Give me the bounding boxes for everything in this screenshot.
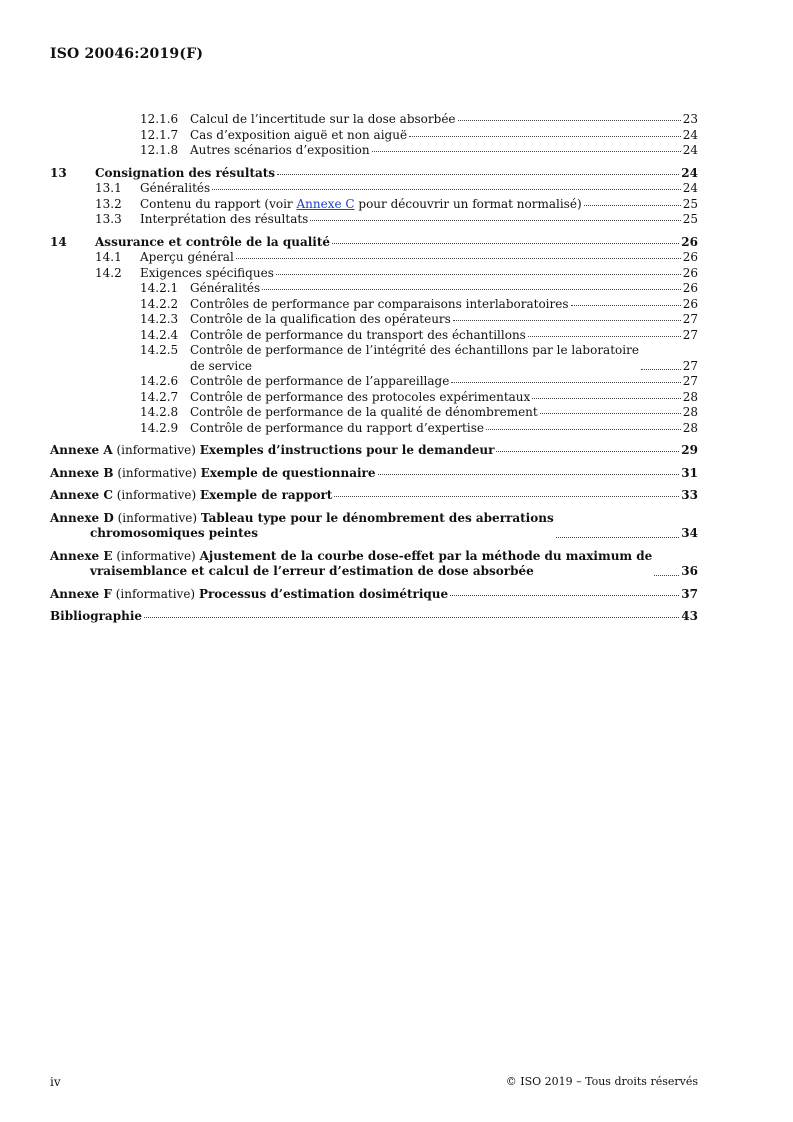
annex-type: (informative) <box>113 465 201 480</box>
toc-entry-title <box>50 466 376 482</box>
toc-entry-title <box>50 488 332 504</box>
toc-entry-annex-a[interactable] <box>50 443 698 459</box>
dot-leader <box>409 135 681 137</box>
toc-entry-annex-e[interactable] <box>50 549 698 580</box>
dot-leader <box>496 450 679 452</box>
toc-entry-bibliography[interactable] <box>50 609 698 625</box>
annex-label: Annexe A <box>50 443 113 457</box>
toc-entry-14-2-1[interactable] <box>50 281 698 297</box>
toc-entry-page: 24 <box>681 165 698 180</box>
toc-entry-12-1-6[interactable] <box>50 112 698 128</box>
toc-entry-12-1-7[interactable] <box>50 128 698 144</box>
toc-entry-title: Bibliographie <box>50 609 143 623</box>
toc-entry-page: 33 <box>681 488 698 502</box>
annex-label: Annexe C <box>50 488 113 502</box>
toc-entry-page: 27 <box>682 312 698 326</box>
annex-title: Exemples d’instructions pour le demandeur <box>199 443 495 457</box>
toc-entry-13-3[interactable] <box>50 212 698 228</box>
toc-entry-number: 12.1.7 <box>140 127 179 142</box>
toc-entry-number: 14.2.3 <box>140 312 179 326</box>
toc-entry-title <box>50 443 494 459</box>
toc-entry-number: 14.2.2 <box>140 296 179 311</box>
toc-entry-title: Aperçu général <box>140 250 234 264</box>
toc-entry-page: 29 <box>681 443 698 457</box>
dot-leader <box>556 536 680 538</box>
toc-entry-title: Contrôle de performance de l’appareillage <box>190 374 450 388</box>
dot-leader <box>458 119 681 121</box>
dot-leader <box>641 368 681 370</box>
toc-entry-page: 26 <box>682 250 698 264</box>
dot-leader <box>212 188 681 190</box>
toc-entry-14[interactable] <box>50 235 698 251</box>
toc-entry-page: 28 <box>682 389 698 404</box>
toc-entry-title: Exigences spécifiques <box>140 265 274 280</box>
toc-entry-14-2[interactable] <box>50 266 698 282</box>
dot-leader <box>486 428 681 430</box>
toc-entry-title-start: Contenu du rapport (voir <box>140 196 297 211</box>
toc-entry-14-2-2[interactable] <box>50 297 698 313</box>
toc-entry-title: Contrôle de performance du transport des échantillons <box>190 327 526 342</box>
dot-leader <box>528 335 681 337</box>
dot-leader <box>532 397 680 399</box>
dot-leader <box>144 616 679 618</box>
dot-leader <box>332 242 679 244</box>
toc-entry-page: 34 <box>681 526 698 540</box>
dot-leader <box>276 273 681 275</box>
toc-entry-14-2-4[interactable] <box>50 328 698 344</box>
dot-leader <box>310 219 680 221</box>
toc-entry-title: Calcul de l’incertitude sur la dose absorbée <box>190 112 456 126</box>
annex-type: (informative) <box>112 548 200 563</box>
annex-title-line2: chromosomiques peintes <box>90 526 258 540</box>
annex-title-line2: vraisemblance et calcul de l’erreur d’estimation de dose absorbée <box>90 564 534 578</box>
toc-entry-page: 26 <box>682 296 698 311</box>
toc-entry-13-1[interactable] <box>50 181 698 197</box>
toc-entry-title: Généralités <box>190 281 261 295</box>
toc-entry-annex-c[interactable] <box>50 488 698 504</box>
table-of-contents <box>50 112 698 625</box>
toc-entry-14-2-3[interactable] <box>50 312 698 328</box>
toc-entry-number: 12.1.6 <box>140 112 179 126</box>
toc-entry-14-2-5[interactable] <box>50 343 698 374</box>
toc-entry-page: 37 <box>681 586 698 601</box>
toc-entry-page: 24 <box>682 127 698 142</box>
toc-entry-page: 27 <box>682 327 698 342</box>
toc-entry-title: Contrôle de performance du rapport d’expertise <box>190 420 484 435</box>
dot-leader <box>584 204 681 206</box>
annex-title: Processus d’estimation dosimétrique <box>198 586 449 601</box>
toc-entry-title: Interprétation des résultats <box>140 212 309 226</box>
toc-entry-title: Autres scénarios d’exposition <box>190 143 370 157</box>
toc-entry-number: 14.2.8 <box>140 405 179 419</box>
toc-entry-page: 26 <box>682 265 698 280</box>
dot-leader <box>277 173 679 175</box>
copyright-notice: © ISO 2019 – Tous droits réservés <box>505 1075 698 1088</box>
dot-leader <box>378 473 680 475</box>
toc-entry-title-line1 <box>50 549 652 565</box>
annex-type: (informative) <box>112 443 200 457</box>
toc-entry-page: 31 <box>681 465 698 480</box>
annex-label: Annexe F <box>50 586 112 601</box>
toc-entry-13[interactable] <box>50 166 698 182</box>
toc-entry-14-2-7[interactable] <box>50 390 698 406</box>
toc-entry-number: 13.1 <box>95 181 122 195</box>
dot-leader <box>262 288 681 290</box>
toc-entry-annex-f[interactable] <box>50 587 698 603</box>
toc-entry-number: 14.2.1 <box>140 281 179 295</box>
page-number: iv <box>50 1075 61 1089</box>
toc-entry-12-1-8[interactable] <box>50 143 698 159</box>
annex-label: Annexe D <box>50 510 114 525</box>
toc-entry-title <box>190 343 639 374</box>
toc-entry-title: Cas d’exposition aiguë et non aiguë <box>190 127 408 142</box>
toc-entry-title: Contrôle de la qualification des opérateurs <box>190 312 451 326</box>
toc-entry-number: 13.3 <box>95 212 122 226</box>
toc-entry-page: 24 <box>682 181 698 195</box>
annex-title-line1: Ajustement de la courbe dose-effet par la méthode du maximum de <box>199 548 653 563</box>
dot-leader <box>540 412 681 414</box>
toc-entry-title: Contrôle de performance de la qualité de dénombrement <box>190 405 538 419</box>
annex-title-line1: Tableau type pour le dénombrement des aberrations <box>200 510 554 525</box>
dot-leader <box>654 574 679 576</box>
toc-entry-title: Consignation des résultats <box>95 165 276 180</box>
toc-entry-number: 14.2.6 <box>140 374 179 388</box>
toc-entry-14-2-8[interactable] <box>50 405 698 421</box>
toc-entry-title <box>50 549 652 580</box>
toc-entry-title: Contrôle de performance des protocoles expérimentaux <box>190 389 531 404</box>
toc-entry-annex-b[interactable] <box>50 466 698 482</box>
toc-entry-number: 13 <box>50 165 67 180</box>
toc-entry-title: Assurance et contrôle de la qualité <box>95 234 331 249</box>
toc-entry-page: 28 <box>682 405 698 419</box>
dot-leader <box>334 495 679 497</box>
toc-entry-title-line2: de service <box>190 358 253 373</box>
toc-entry-number: 14.2.7 <box>140 389 179 404</box>
toc-entry-title: Contrôles de performance par comparaisons interlaboratoires <box>190 296 569 311</box>
toc-entry-page: 36 <box>681 564 698 578</box>
dot-leader <box>372 150 681 152</box>
toc-entry-page: 26 <box>682 281 698 295</box>
toc-entry-14-2-6[interactable] <box>50 374 698 390</box>
toc-entry-page: 23 <box>682 112 698 126</box>
document-id: ISO 20046:2019(F) <box>50 46 204 62</box>
toc-entry-page: 27 <box>682 358 698 373</box>
toc-entry-title-line1 <box>50 511 554 527</box>
dot-leader <box>453 319 681 321</box>
toc-entry-page: 25 <box>682 196 698 211</box>
toc-entry-14-1[interactable] <box>50 250 698 266</box>
dot-leader <box>236 257 681 259</box>
annex-type: (informative) <box>111 586 199 601</box>
toc-entry-title <box>50 511 554 542</box>
toc-entry-number: 12.1.8 <box>140 143 179 157</box>
dot-leader <box>450 594 679 596</box>
annex-type: (informative) <box>113 510 201 525</box>
annex-label: Annexe E <box>50 548 113 563</box>
toc-entry-annex-d[interactable] <box>50 511 698 542</box>
toc-entry-number: 14.2.4 <box>140 327 179 342</box>
toc-entry-number: 14.2 <box>95 265 122 280</box>
toc-entry-page: 27 <box>682 374 698 388</box>
annex-c-link[interactable]: Annexe C <box>296 196 355 211</box>
annex-title: Exemple de questionnaire <box>200 465 376 480</box>
toc-entry-page: 43 <box>681 609 698 623</box>
toc-entry-number: 14.2.9 <box>140 420 179 435</box>
toc-entry-page: 26 <box>681 234 698 249</box>
toc-entry-page: 25 <box>682 212 698 226</box>
toc-entry-13-2[interactable] <box>50 197 698 213</box>
toc-entry-page: 28 <box>682 420 698 435</box>
toc-entry-number: 13.2 <box>95 196 122 211</box>
toc-entry-title <box>140 197 582 213</box>
annex-label: Annexe B <box>50 465 114 480</box>
toc-entry-page: 24 <box>682 143 698 157</box>
toc-entry-title-line1: Contrôle de performance de l’intégrité des échantillons par le laboratoire <box>190 343 639 357</box>
toc-entry-title <box>50 587 448 603</box>
dot-leader <box>571 304 681 306</box>
toc-entry-14-2-9[interactable] <box>50 421 698 437</box>
toc-entry-number: 14.1 <box>95 250 122 264</box>
annex-title: Exemple de rapport <box>199 488 333 502</box>
toc-entry-number: 14.2.5 <box>140 343 179 357</box>
annex-type: (informative) <box>112 488 200 502</box>
toc-entry-title: Généralités <box>140 181 211 195</box>
dot-leader <box>451 381 680 383</box>
toc-entry-title-end: pour découvrir un format normalisé) <box>354 196 582 211</box>
toc-entry-number: 14 <box>50 234 67 249</box>
